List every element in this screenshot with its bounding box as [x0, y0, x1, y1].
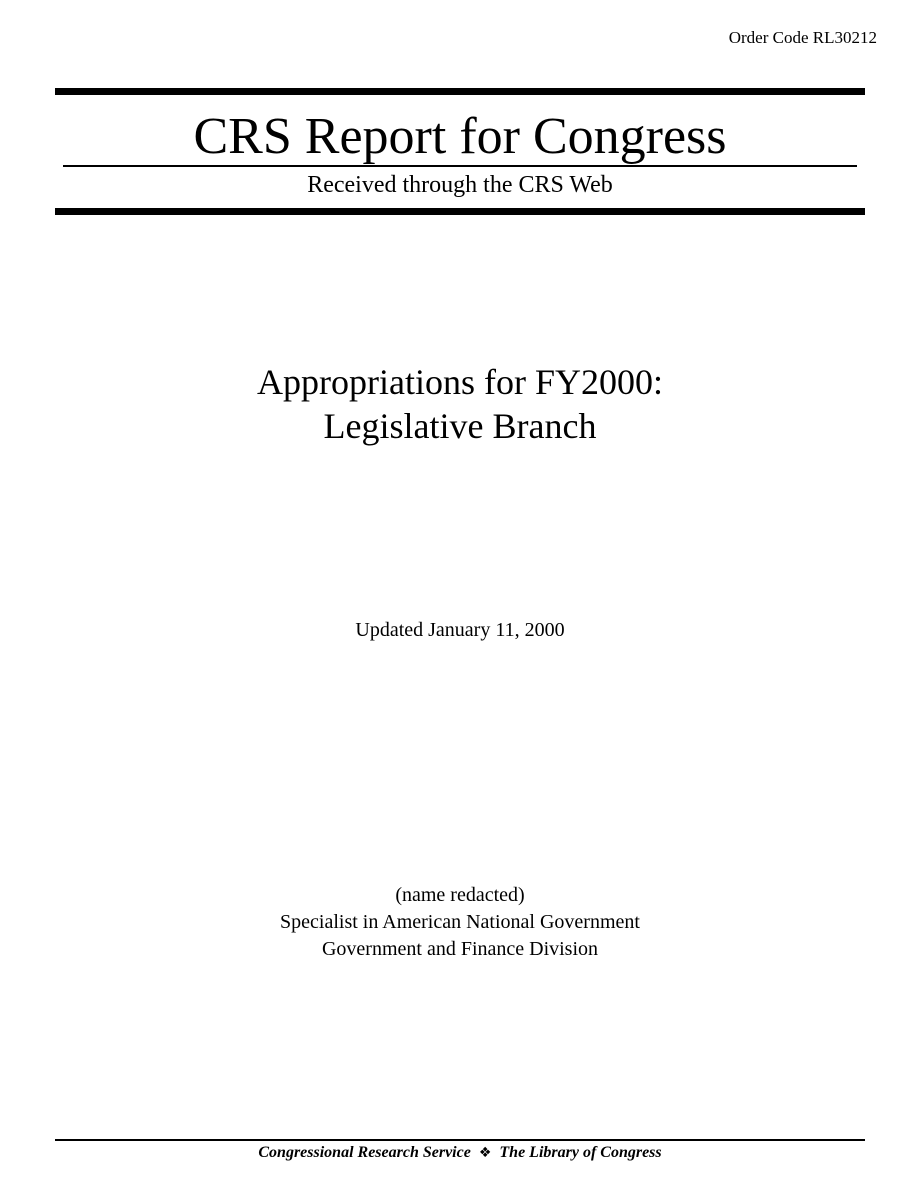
author-name: (name redacted)	[395, 884, 525, 906]
document-title-line-1: Appropriations for FY2000:	[257, 362, 663, 402]
header-title-underline	[63, 165, 857, 167]
order-code: Order Code RL30212	[728, 28, 877, 47]
footer-left-text: Congressional Research Service	[258, 1144, 471, 1161]
updated-date: Updated January 11, 2000	[355, 619, 565, 641]
author-position: Specialist in American National Government	[280, 911, 640, 933]
footer-right-text: The Library of Congress	[499, 1144, 662, 1161]
header-top-rule	[55, 88, 865, 95]
report-subtitle: Received through the CRS Web	[307, 172, 613, 198]
footer	[0, 1143, 920, 1163]
document-title	[0, 360, 920, 448]
author-block	[0, 882, 920, 963]
report-title: CRS Report for Congress	[193, 108, 727, 165]
footer-rule	[55, 1139, 865, 1141]
header-bottom-rule	[55, 208, 865, 215]
diamond-separator-icon: ❖	[478, 1145, 492, 1161]
document-title-line-2: Legislative Branch	[323, 406, 597, 446]
author-division: Government and Finance Division	[321, 938, 599, 960]
